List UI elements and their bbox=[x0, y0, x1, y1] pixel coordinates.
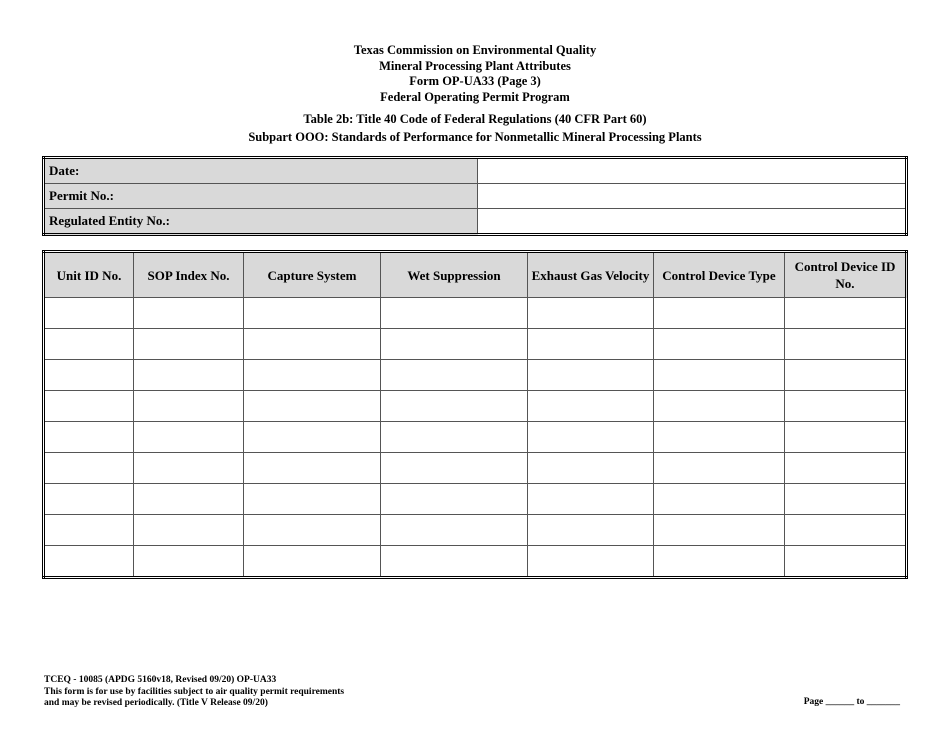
col-sop-index: SOP Index No. bbox=[134, 252, 244, 298]
table-cell[interactable] bbox=[244, 453, 381, 484]
table-cell[interactable] bbox=[785, 422, 907, 453]
table-cell[interactable] bbox=[244, 546, 381, 578]
table-cell[interactable] bbox=[134, 453, 244, 484]
table-cell[interactable] bbox=[44, 360, 134, 391]
col-unit-id: Unit ID No. bbox=[44, 252, 134, 298]
col-control-device-type: Control Device Type bbox=[654, 252, 785, 298]
col-control-device-id: Control Device ID No. bbox=[785, 252, 907, 298]
table-cell[interactable] bbox=[785, 546, 907, 578]
date-label: Date: bbox=[44, 158, 478, 184]
table-cell[interactable] bbox=[785, 298, 907, 329]
table-cell[interactable] bbox=[654, 329, 785, 360]
table-cell[interactable] bbox=[44, 298, 134, 329]
table-cell[interactable] bbox=[654, 515, 785, 546]
table-cell[interactable] bbox=[134, 484, 244, 515]
table-cell[interactable] bbox=[381, 360, 528, 391]
table-cell[interactable] bbox=[44, 329, 134, 360]
form-subject: Mineral Processing Plant Attributes bbox=[379, 58, 571, 73]
table-cell[interactable] bbox=[528, 422, 654, 453]
footer-form-id: TCEQ - 10085 (APDG 5160v18, Revised 09/20) OP-UA33 bbox=[44, 675, 277, 685]
table-cell[interactable] bbox=[134, 298, 244, 329]
table-cell[interactable] bbox=[785, 391, 907, 422]
permit-info-table bbox=[42, 156, 908, 236]
form-header bbox=[0, 43, 950, 105]
table-cell[interactable] bbox=[785, 484, 907, 515]
table-cell[interactable] bbox=[44, 391, 134, 422]
table-cell[interactable] bbox=[785, 360, 907, 391]
table-cell[interactable] bbox=[381, 422, 528, 453]
table-cell[interactable] bbox=[381, 391, 528, 422]
table-row bbox=[44, 329, 907, 360]
table-heading bbox=[0, 110, 950, 146]
table-cell[interactable] bbox=[381, 515, 528, 546]
col-capture-system: Capture System bbox=[244, 252, 381, 298]
table-cell[interactable] bbox=[244, 329, 381, 360]
table-cell[interactable] bbox=[528, 453, 654, 484]
table-body bbox=[44, 298, 907, 578]
footer-usage-note: This form is for use by facilities subject to air quality permit requirements bbox=[44, 686, 345, 697]
table-cell[interactable] bbox=[785, 515, 907, 546]
table-cell[interactable] bbox=[528, 329, 654, 360]
table-cell[interactable] bbox=[44, 453, 134, 484]
table-cell[interactable] bbox=[44, 515, 134, 546]
table-row bbox=[44, 484, 907, 515]
col-wet-suppression: Wet Suppression bbox=[381, 252, 528, 298]
permit-label: Permit No.: bbox=[44, 184, 478, 209]
table-cell[interactable] bbox=[381, 453, 528, 484]
table-cell[interactable] bbox=[244, 515, 381, 546]
col-exhaust-gas-velocity: Exhaust Gas Velocity bbox=[528, 252, 654, 298]
table-row bbox=[44, 546, 907, 578]
table-cell[interactable] bbox=[654, 546, 785, 578]
table-cell[interactable] bbox=[134, 515, 244, 546]
table-header-row bbox=[44, 252, 907, 298]
table-cell[interactable] bbox=[134, 422, 244, 453]
table-cell[interactable] bbox=[654, 422, 785, 453]
table-cell[interactable] bbox=[244, 298, 381, 329]
table-cell[interactable] bbox=[654, 484, 785, 515]
table-cell[interactable] bbox=[381, 329, 528, 360]
table-cell[interactable] bbox=[44, 546, 134, 578]
table-cell[interactable] bbox=[785, 453, 907, 484]
table-cell[interactable] bbox=[528, 360, 654, 391]
table-cell[interactable] bbox=[381, 298, 528, 329]
table-cell[interactable] bbox=[654, 298, 785, 329]
table-cell[interactable] bbox=[381, 484, 528, 515]
table-cell[interactable] bbox=[244, 360, 381, 391]
table-cell[interactable] bbox=[528, 484, 654, 515]
table-row bbox=[44, 515, 907, 546]
entity-row bbox=[44, 209, 907, 235]
program-name: Federal Operating Permit Program bbox=[380, 89, 570, 104]
subpart-title: Subpart OOO: Standards of Performance for Nonmetallic Mineral Processing Plants bbox=[248, 130, 702, 144]
unit-attributes-table bbox=[42, 250, 908, 579]
table-cell[interactable] bbox=[528, 546, 654, 578]
table-cell[interactable] bbox=[244, 422, 381, 453]
footer-revision-note: and may be revised periodically. (Title V Release 09/20) bbox=[44, 698, 268, 708]
table-row bbox=[44, 422, 907, 453]
table-cell[interactable] bbox=[528, 298, 654, 329]
table-cell[interactable] bbox=[244, 484, 381, 515]
table-row bbox=[44, 360, 907, 391]
permit-row bbox=[44, 184, 907, 209]
table-cell[interactable] bbox=[654, 453, 785, 484]
form-footer bbox=[44, 675, 344, 710]
entity-field[interactable] bbox=[478, 209, 907, 235]
page-number-field: Page ______ to _______ bbox=[803, 697, 900, 707]
table-row bbox=[44, 391, 907, 422]
date-field[interactable] bbox=[478, 158, 907, 184]
form-number: Form OP-UA33 (Page 3) bbox=[409, 74, 541, 88]
table-cell[interactable] bbox=[244, 391, 381, 422]
table-cell[interactable] bbox=[528, 515, 654, 546]
table-cell[interactable] bbox=[134, 329, 244, 360]
table-cell[interactable] bbox=[654, 391, 785, 422]
table-row bbox=[44, 453, 907, 484]
date-row bbox=[44, 158, 907, 184]
table-title: Table 2b: Title 40 Code of Federal Regulations (40 CFR Part 60) bbox=[303, 112, 647, 126]
table-cell[interactable] bbox=[134, 391, 244, 422]
table-cell[interactable] bbox=[381, 546, 528, 578]
table-row bbox=[44, 298, 907, 329]
table-cell[interactable] bbox=[134, 546, 244, 578]
table-cell[interactable] bbox=[785, 329, 907, 360]
table-cell[interactable] bbox=[528, 391, 654, 422]
table-cell[interactable] bbox=[654, 360, 785, 391]
table-cell[interactable] bbox=[44, 484, 134, 515]
agency-name: Texas Commission on Environmental Quality bbox=[353, 43, 597, 57]
entity-label: Regulated Entity No.: bbox=[44, 209, 478, 235]
permit-field[interactable] bbox=[478, 184, 907, 209]
table-cell[interactable] bbox=[44, 422, 134, 453]
table-cell[interactable] bbox=[134, 360, 244, 391]
